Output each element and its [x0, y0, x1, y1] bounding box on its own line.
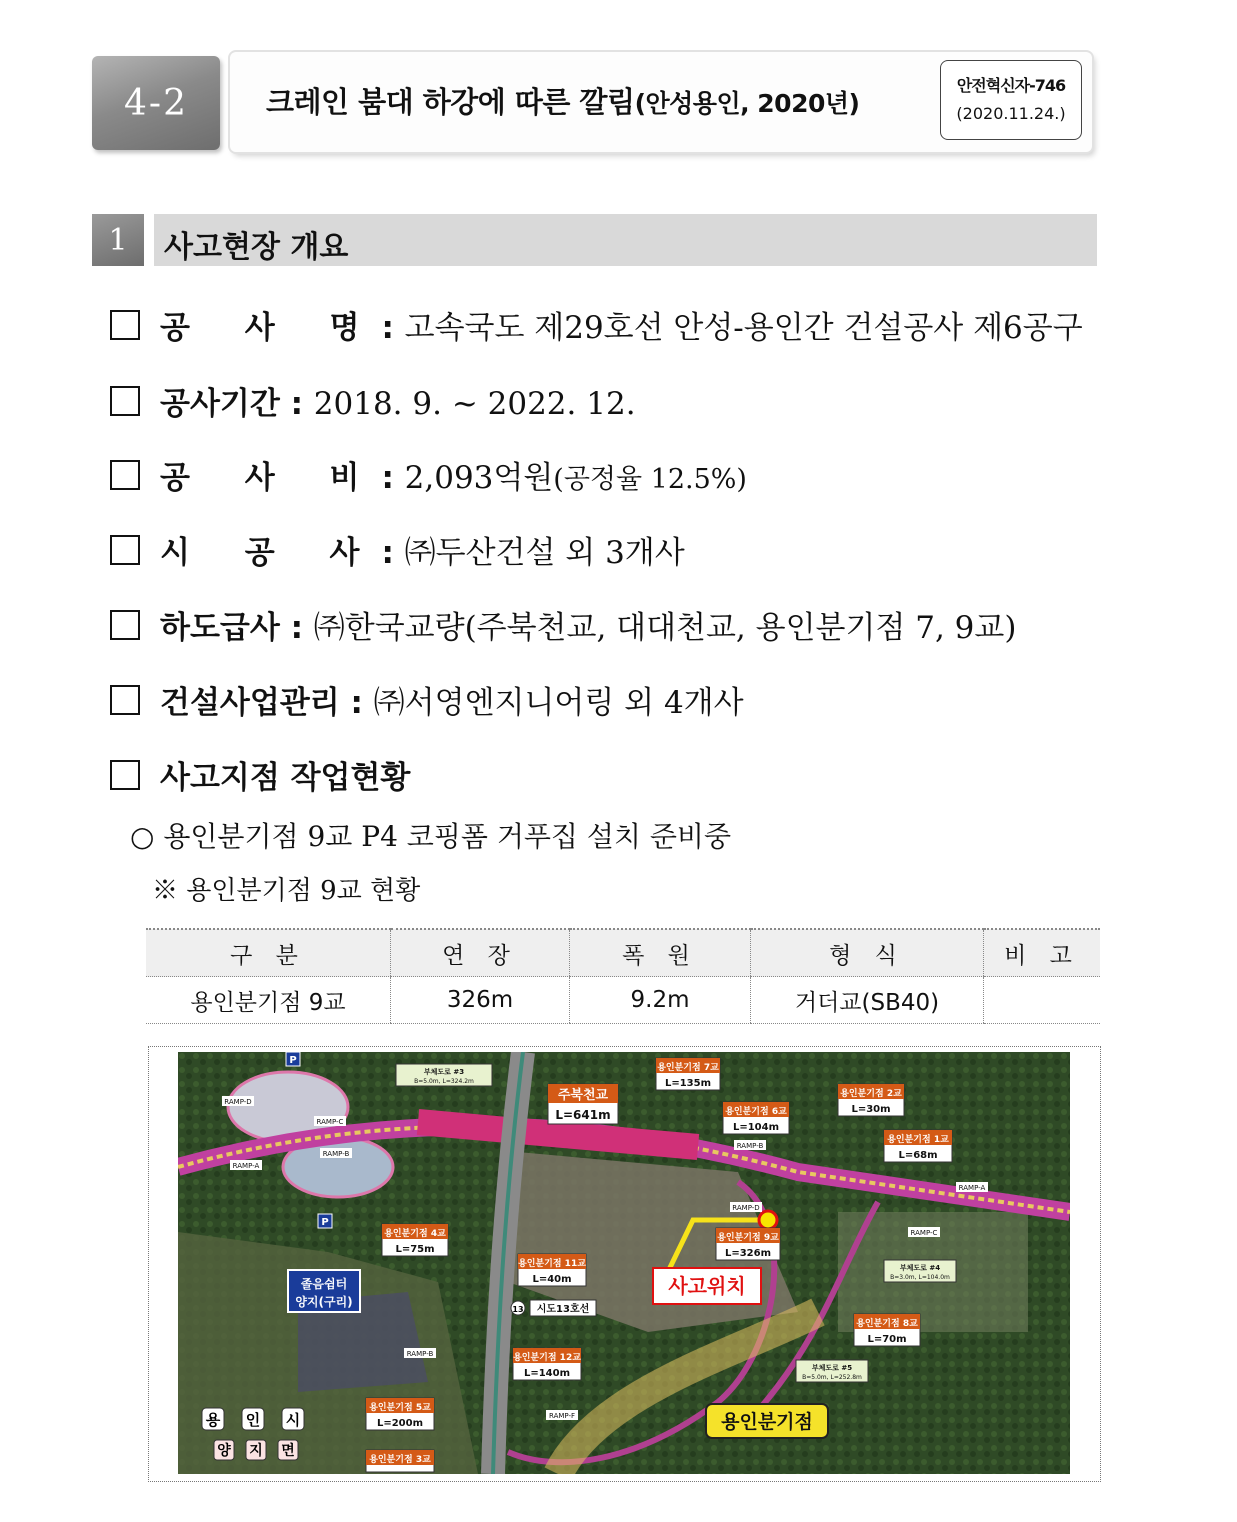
table-cell: 용인분기점 9교: [146, 977, 391, 1024]
label-accident: [653, 1268, 761, 1304]
svg-text:L=40m: L=40m: [532, 1274, 572, 1285]
table-row: [146, 977, 1100, 1024]
svg-text:시도13호선: 시도13호선: [536, 1304, 590, 1315]
doc-header: [92, 52, 1092, 152]
label-bridge-4: [382, 1224, 448, 1256]
item-status: [110, 752, 410, 797]
item-value: 2018. 9. ~ 2022. 12.: [313, 386, 636, 422]
section-title: 사고현장 개요: [164, 230, 349, 265]
reference-box: [940, 60, 1082, 140]
item-value: ㈜서영엔지니어링 외 4개사: [373, 685, 744, 721]
svg-text:B=5.0m, L=324.2m: B=5.0m, L=324.2m: [414, 1078, 474, 1085]
svg-text:L=641m: L=641m: [555, 1108, 611, 1122]
item-value: ㈜두산건설 외 3개사: [404, 535, 685, 571]
svg-text:RAMP-D: RAMP-D: [224, 1098, 252, 1106]
svg-text:RAMP-A: RAMP-A: [958, 1184, 986, 1192]
case-title-sub: (안성용인, 2020년): [634, 89, 860, 118]
svg-text:L=135m: L=135m: [664, 1078, 712, 1089]
svg-text:RAMP-C: RAMP-C: [910, 1229, 938, 1237]
label-bridge-2: [838, 1084, 904, 1116]
table-cell: 9.2m: [570, 977, 751, 1024]
label-side-road-4: [884, 1260, 956, 1282]
item-label: 시 공 사: [160, 535, 382, 571]
svg-text:용인분기점 7교: 용인분기점 7교: [657, 1063, 719, 1073]
checkbox-icon: [110, 685, 140, 715]
svg-text:B=3.0m, L=104.0m: B=3.0m, L=104.0m: [890, 1274, 950, 1281]
item-label: 하도급사: [160, 610, 280, 646]
label-jubuk: [548, 1084, 618, 1124]
label-junction: [706, 1404, 828, 1438]
item-cost: 공 사 비: 2,093억원(공정율 12.5%): [110, 452, 747, 497]
table-header: 연 장: [391, 929, 570, 977]
item-label: 사고지점 작업현황: [160, 760, 411, 796]
label-bridge-1: [884, 1130, 952, 1162]
item-label: 공 사 비: [160, 460, 382, 496]
svg-text:L=30m: L=30m: [851, 1104, 891, 1115]
site-map: [178, 1052, 1070, 1474]
label-bridge-7: [656, 1058, 720, 1090]
label-bridge-3: [366, 1450, 434, 1472]
svg-text:L=140m: L=140m: [523, 1368, 571, 1379]
checkbox-icon: [110, 310, 140, 340]
label-bridge-6: [723, 1102, 789, 1134]
label-bridge-11: [518, 1254, 586, 1286]
checkbox-icon: [110, 760, 140, 790]
section-header: [92, 214, 1097, 266]
item-label: 공사기간: [160, 386, 280, 422]
svg-text:사고위치: 사고위치: [668, 1274, 746, 1298]
site-map-svg: [178, 1052, 1070, 1474]
svg-text:B=5.0m, L=252.8m: B=5.0m, L=252.8m: [802, 1374, 862, 1381]
svg-text:용인분기점 3교: 용인분기점 3교: [369, 1455, 431, 1465]
svg-text:용인분기점 6교: 용인분기점 6교: [725, 1107, 787, 1117]
table-header-row: [146, 929, 1100, 977]
svg-text:용인분기점 8교: 용인분기점 8교: [856, 1319, 918, 1329]
label-side-road-3: [396, 1064, 492, 1086]
table-header: 비 고: [984, 929, 1101, 977]
svg-text:RAMP-C: RAMP-C: [316, 1118, 344, 1126]
case-title-main: 크레인 붐대 하강에 따른 깔림: [266, 85, 635, 119]
svg-text:용인분기점 12교: 용인분기점 12교: [513, 1353, 581, 1363]
table-cell: 거더교(SB40): [751, 977, 984, 1024]
table-cell: [984, 977, 1101, 1024]
bridge-table: [146, 928, 1100, 1024]
checkbox-icon: [110, 535, 140, 565]
case-title: [266, 80, 859, 121]
svg-text:부체도로 #4: 부체도로 #4: [899, 1264, 941, 1272]
svg-text:용인분기점 2교: 용인분기점 2교: [840, 1089, 902, 1099]
checkbox-icon: [110, 386, 140, 416]
svg-text:용인분기점 5교: 용인분기점 5교: [369, 1403, 431, 1413]
item-label: 건설사업관리: [160, 685, 340, 721]
svg-text:L=104m: L=104m: [732, 1122, 780, 1133]
table-header: 폭 원: [570, 929, 751, 977]
svg-text:지: 지: [249, 1443, 263, 1459]
table-header: 형 식: [751, 929, 984, 977]
item-value: 고속국도 제29호선 안성-용인간 건설공사 제6공구: [404, 310, 1083, 346]
label-bridge-5: [366, 1398, 434, 1430]
svg-text:양지(구리): 양지(구리): [295, 1295, 353, 1309]
label-town: [214, 1440, 298, 1460]
svg-text:L=200m: L=200m: [376, 1418, 424, 1429]
label-side-road-5: [796, 1360, 868, 1382]
item-project-name: 공 사 명: 고속국도 제29호선 안성-용인간 건설공사 제6공구: [110, 302, 1083, 347]
svg-text:L=326m: L=326m: [724, 1248, 772, 1259]
section-number: 1: [92, 214, 144, 266]
svg-text:L=68m: L=68m: [898, 1150, 938, 1161]
reference-date: (2020.11.24.): [956, 104, 1066, 123]
checkbox-icon: [110, 460, 140, 490]
label-city: [202, 1408, 304, 1430]
item-value: ㈜한국교량(주북천교, 대대천교, 용인분기점 7, 9교): [313, 610, 1017, 646]
svg-text:RAMP-B: RAMP-B: [736, 1142, 764, 1150]
svg-text:P: P: [289, 1055, 297, 1066]
svg-text:용인분기점 11교: 용인분기점 11교: [518, 1259, 586, 1269]
item-period: 공사기간 : 2018. 9. ~ 2022. 12.: [110, 378, 636, 423]
svg-text:RAMP-B: RAMP-B: [406, 1350, 434, 1358]
label-bridge-9: [716, 1228, 780, 1260]
svg-text:주북천교: 주북천교: [557, 1088, 609, 1103]
svg-text:L=70m: L=70m: [867, 1334, 907, 1345]
svg-text:인: 인: [245, 1411, 261, 1429]
svg-text:RAMP-B: RAMP-B: [322, 1150, 350, 1158]
status-note: ※ 용인분기점 9교 현황: [152, 876, 421, 906]
case-number: 4-2: [92, 56, 220, 150]
svg-text:용인분기점 9교: 용인분기점 9교: [717, 1233, 779, 1243]
svg-text:RAMP-A: RAMP-A: [232, 1162, 260, 1170]
svg-text:용: 용: [205, 1411, 221, 1429]
svg-text:양: 양: [217, 1443, 231, 1459]
item-label: 공 사 명: [160, 310, 382, 346]
svg-text:부체도로 #3: 부체도로 #3: [423, 1068, 465, 1076]
svg-text:RAMP-F: RAMP-F: [548, 1412, 576, 1420]
item-management: 건설사업관리 : ㈜서영엔지니어링 외 4개사: [110, 677, 744, 722]
accident-marker-icon: [759, 1211, 777, 1229]
label-bridge-12: [513, 1348, 581, 1380]
checkbox-icon: [110, 610, 140, 640]
svg-text:P: P: [321, 1217, 329, 1228]
svg-text:용인분기점 1교: 용인분기점 1교: [887, 1135, 949, 1145]
svg-text:부체도로 #5: 부체도로 #5: [811, 1364, 853, 1372]
item-subcontractor: 하도급사 : ㈜한국교량(주북천교, 대대천교, 용인분기점 7, 9교): [110, 602, 1016, 647]
reference-id: 안전혁신자-746: [956, 76, 1066, 95]
svg-text:시: 시: [285, 1411, 301, 1429]
svg-text:RAMP-D: RAMP-D: [732, 1204, 760, 1212]
section-bar: [154, 214, 1097, 266]
svg-text:졸음쉼터: 졸음쉼터: [300, 1277, 348, 1291]
table-header: 구 분: [146, 929, 391, 977]
svg-text:L=75m: L=75m: [395, 1244, 435, 1255]
svg-text:면: 면: [281, 1443, 295, 1459]
svg-text:용인분기점 4교: 용인분기점 4교: [384, 1229, 446, 1239]
title-bar: [230, 52, 1092, 152]
label-bridge-8: [854, 1314, 920, 1346]
label-rest-area: [288, 1270, 360, 1312]
item-contractor: 시 공 사: ㈜두산건설 외 3개사: [110, 527, 685, 572]
svg-text:13: 13: [512, 1305, 524, 1314]
svg-text:용인분기점: 용인분기점: [721, 1411, 813, 1433]
item-value: 2,093억원: [404, 460, 554, 496]
item-note: (공정율 12.5%): [553, 464, 747, 495]
status-bullet: ○ 용인분기점 9교 P4 코핑폼 거푸집 설치 준비중: [130, 820, 732, 853]
table-cell: 326m: [391, 977, 570, 1024]
